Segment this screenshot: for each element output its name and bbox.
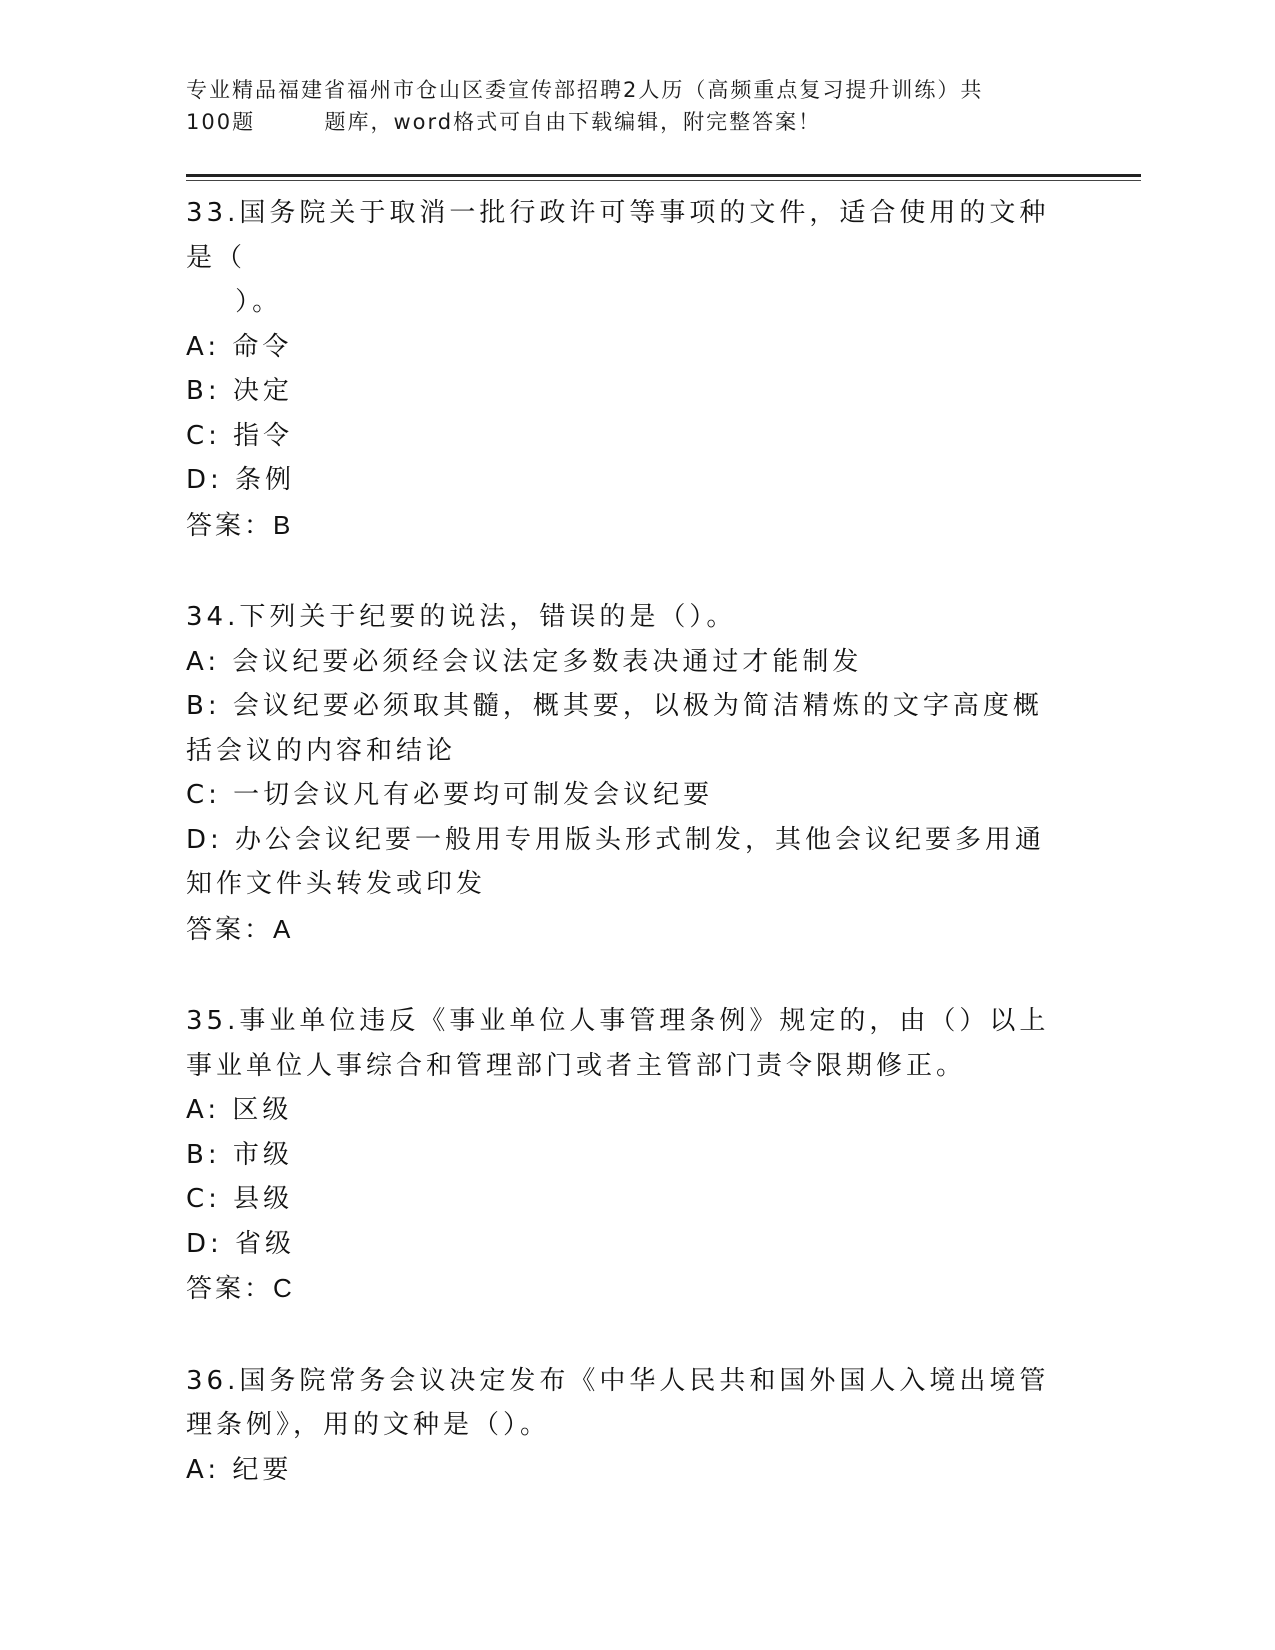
header-divider-thin [186, 180, 1141, 181]
answer-label: 答案： [186, 510, 274, 541]
option-b: B: 会议纪要必须取其髓，概其要，以极为简洁精炼的文字高度概括会议的内容和结论 [186, 691, 1043, 766]
header-title-line-2: 100题 题库，word格式可自由下载编辑，附完整答案！ [186, 110, 822, 134]
option-c: C: 指令 [186, 420, 294, 451]
option-a: A: 区级 [186, 1095, 293, 1125]
option-d: D: 办公会议纪要一般用专用版头形式制发，其他会议纪要多用通知作文件头转发或印发 [186, 824, 1046, 899]
answer-value: C [273, 1273, 295, 1303]
answer-label: 答案： [186, 1274, 274, 1304]
answer-label: 答案： [186, 914, 274, 945]
option-b: B: 市级 [186, 1139, 293, 1170]
answer-line [186, 503, 1066, 549]
question-stem: 36.国务院常务会议决定发布《中华人民共和国外国人入境出境管理条例》，用的文种是（）。 [186, 1365, 1050, 1440]
header-title-line-1: 专业精品福建省福州市仓山区委宣传部招聘2人历（高频重点复习提升训练）共 [186, 78, 984, 102]
question-34 [186, 595, 1066, 952]
option-a: A: 会议纪要必须经会议法定多数表决通过才能制发 [186, 646, 863, 677]
answer-value: B [273, 509, 294, 540]
question-list [186, 191, 1066, 1492]
option-d: D: 省级 [186, 1228, 296, 1259]
question-35 [186, 999, 1066, 1312]
answer-value: A [273, 913, 294, 944]
option-c: C: 一切会议凡有必要均可制发会议纪要 [186, 780, 714, 810]
question-stem: 35.事业单位违反《事业单位人事管理条例》规定的，由（）以上事业单位人事综合和管理部门或者主管部门责令限期修正。 [186, 1006, 1050, 1081]
question-stem-continuation: ）。 [186, 287, 283, 317]
option-b: B: 决定 [186, 376, 293, 406]
document-header [186, 74, 1066, 138]
question-36 [186, 1359, 1066, 1493]
question-33 [186, 191, 1066, 548]
question-stem: 34.下列关于纪要的说法，错误的是（）。 [186, 602, 737, 632]
option-d: D: 条例 [186, 465, 296, 495]
question-stem: 33.国务院关于取消一批行政许可等事项的文件，适合使用的文种是（ [186, 198, 1050, 273]
header-divider-thick [186, 174, 1141, 177]
option-a: A: 纪要 [186, 1454, 293, 1485]
answer-line [186, 907, 1066, 953]
option-c: C: 县级 [186, 1184, 294, 1214]
answer-line [186, 1266, 1066, 1312]
option-a: A: 命令 [186, 331, 293, 362]
